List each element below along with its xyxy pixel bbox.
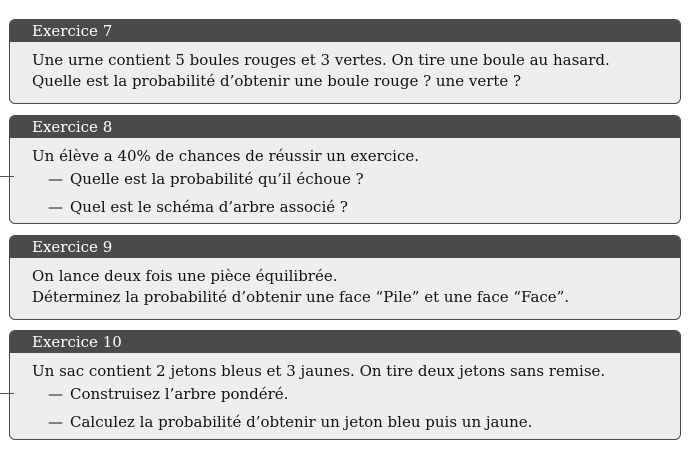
exercise-title: Exercice 9 bbox=[10, 236, 680, 258]
exercise-box-10 bbox=[9, 330, 681, 440]
exercise-box-9 bbox=[9, 235, 681, 320]
list-item-text: Quelle est la probabilité qu’il échoue ? bbox=[70, 170, 364, 188]
exercise-text-line: Quelle est la probabilité d’obtenir une boule rouge ? une verte ? bbox=[32, 72, 522, 90]
exercise-title: Exercice 7 bbox=[10, 20, 680, 42]
dash-marker: — bbox=[48, 198, 63, 216]
exercise-box-8 bbox=[9, 115, 681, 224]
exercise-body bbox=[10, 42, 680, 92]
exercise-box-7 bbox=[9, 19, 681, 104]
exercise-text-line: Une urne contient 5 boules rouges et 3 vertes. On tire une boule au hasard. bbox=[32, 51, 610, 69]
exercise-title: Exercice 10 bbox=[10, 331, 680, 353]
list-item-text: Calculez la probabilité d’obtenir un jeton bleu puis un jaune. bbox=[70, 413, 533, 431]
exercise-body bbox=[10, 258, 680, 308]
list-item-text: Construisez l’arbre pondéré. bbox=[70, 385, 289, 403]
exercise-title: Exercice 8 bbox=[10, 116, 680, 138]
list-item bbox=[32, 384, 680, 405]
list-item bbox=[32, 197, 680, 218]
exercise-text-line: Un élève a 40% de chances de réussir un exercice. bbox=[32, 147, 420, 165]
list-item bbox=[32, 169, 680, 190]
exercise-body bbox=[10, 138, 680, 218]
dash-marker: — bbox=[48, 170, 63, 188]
dash-marker: — bbox=[48, 413, 63, 431]
dash-marker: — bbox=[48, 385, 63, 403]
list-item bbox=[32, 412, 680, 433]
exercise-body bbox=[10, 353, 680, 433]
margin-tick bbox=[0, 176, 14, 177]
list-item-text: Quel est le schéma d’arbre associé ? bbox=[70, 198, 348, 216]
exercise-text-line: On lance deux fois une pièce équilibrée. bbox=[32, 267, 338, 285]
margin-tick bbox=[0, 393, 14, 394]
exercise-text-line: Un sac contient 2 jetons bleus et 3 jaunes. On tire deux jetons sans remise. bbox=[32, 362, 606, 380]
exercise-text-line: Déterminez la probabilité d’obtenir une face “Pile” et une face “Face”. bbox=[32, 288, 570, 306]
